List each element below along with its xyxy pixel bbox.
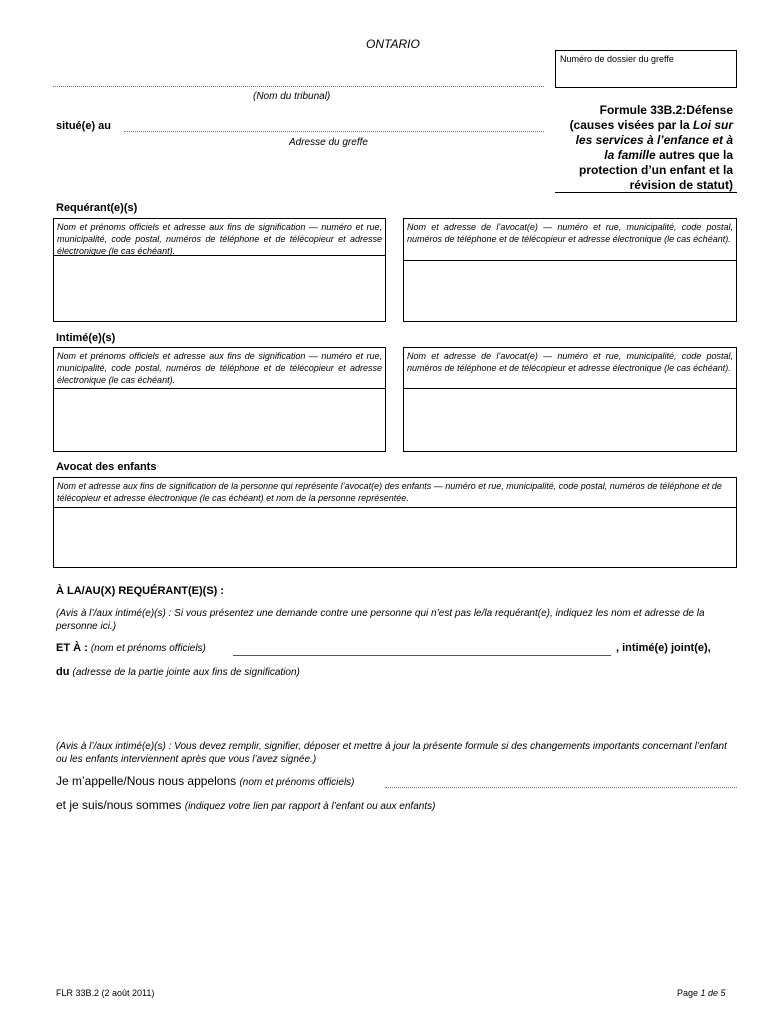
form-title-line5: protection d’un enfant et la: [578, 163, 733, 177]
form-title-line2b: Loi sur: [692, 118, 733, 132]
children-lawyer-heading: Avocat des enfants: [56, 461, 157, 473]
my-name-label: Je m’appelle/Nous nous appelons: [56, 774, 237, 788]
joint-respondent-label: , intimé(e) joint(e),: [616, 642, 711, 654]
court-address-label: Adresse du greffe: [289, 137, 368, 148]
form-title-line4b: autres que la: [655, 148, 733, 162]
and-to-name-line[interactable]: [233, 655, 611, 656]
from-hint: (adresse de la partie jointe aux fins de signification): [72, 667, 300, 678]
form-title-line3: les services à l’enfance et à: [575, 133, 733, 147]
from-row: [56, 666, 300, 678]
applicant-name-address-box[interactable]: [53, 218, 386, 322]
page-of: 1 de 5: [700, 988, 726, 998]
update-notice: (Avis à l’/aux intimé(e)(s) : Vous devez remplir, signifier, déposer et mettre à jour la présente formule si des changements importants concernant l’enfant ou les enfants interviennent après que vous l’avez signée.): [56, 741, 727, 765]
children-lawyer-box[interactable]: [53, 477, 737, 568]
province-label: ONTARIO: [366, 37, 420, 51]
to-applicants-heading: À LA/AU(X) REQUÉRANT(E)(S) :: [56, 585, 225, 597]
applicant-lawyer-box-label: Nom et adresse de l’avocat(e) — numéro et rue, municipalité, code postal, numéros de téléphone et de télécopieur et adresse électronique (le cas échéant).: [404, 219, 736, 261]
file-number-label: Numéro de dossier du greffe: [560, 54, 674, 64]
respondents-heading: Intimé(e)(s): [56, 332, 116, 344]
page-number: [677, 988, 726, 998]
form-title-line6: révision de statut): [629, 178, 733, 192]
respondent-box-label: Nom et prénoms officiels et adresse aux fins de signification — numéro et rue, municipalité, code postal, numéros de téléphone et de télécopieur et adresse électronique (le cas échéant).: [54, 348, 385, 389]
form-title-line2a: (causes visées par la: [569, 118, 693, 132]
respondent-name-address-box[interactable]: [53, 347, 386, 452]
my-name-line[interactable]: [385, 787, 737, 788]
situated-at-label: situé(e) au: [56, 120, 112, 132]
form-title-line1: Formule 33B.2:Défense: [599, 103, 733, 117]
relation-label: et je suis/nous sommes: [56, 798, 182, 812]
relation-row: [56, 798, 435, 812]
court-address-line[interactable]: [124, 131, 544, 132]
page-label: Page: [677, 988, 701, 998]
children-lawyer-box-label: Nom et adresse aux fins de signification de la personne qui représente l’avocat(e) des enfants — numéro et rue, municipalité, code postal, numéros de téléphone et de télécopieur et adresse électronique (le cas échéant) et nom de la personne représentée.: [54, 478, 736, 508]
and-to-label: ET À :: [56, 642, 88, 654]
title-underline: [555, 192, 737, 193]
relation-hint: (indiquez votre lien par rapport à l’enfant ou aux enfants): [184, 801, 436, 812]
applicants-heading: Requérant(e)(s): [56, 202, 138, 214]
form-id: FLR 33B.2 (2 août 2011): [56, 988, 155, 998]
and-to-hint: (nom et prénoms officiels): [90, 643, 206, 654]
form-title: [548, 103, 733, 193]
to-applicants-notice: (Avis à l’/aux intimé(e)(s) : Si vous présentez une demande contre une personne qui n’est pas le/la requérant(e), indiquez les nom et adresse de la personne ici.): [56, 608, 705, 632]
court-name-label: (Nom du tribunal): [253, 91, 331, 102]
file-number-field[interactable]: [555, 50, 737, 88]
respondent-lawyer-box[interactable]: [403, 347, 737, 452]
court-name-line[interactable]: [53, 86, 544, 87]
form-title-line4a: la famille: [604, 148, 656, 162]
my-name-hint: (nom et prénoms officiels): [239, 777, 355, 788]
applicant-lawyer-box[interactable]: [403, 218, 737, 322]
respondent-lawyer-box-label: Nom et adresse de l’avocat(e) — numéro et rue, municipalité, code postal, numéros de téléphone et de télécopieur et adresse électronique (le cas échéant).: [404, 348, 736, 389]
from-label: du: [56, 666, 70, 678]
applicant-box-label: Nom et prénoms officiels et adresse aux fins de signification — numéro et rue, municipalité, code postal, numéros de téléphone et de télécopieur et adresse électronique (le cas échéant).: [54, 219, 385, 256]
my-name-row: [56, 774, 355, 788]
and-to-row: [56, 642, 206, 654]
